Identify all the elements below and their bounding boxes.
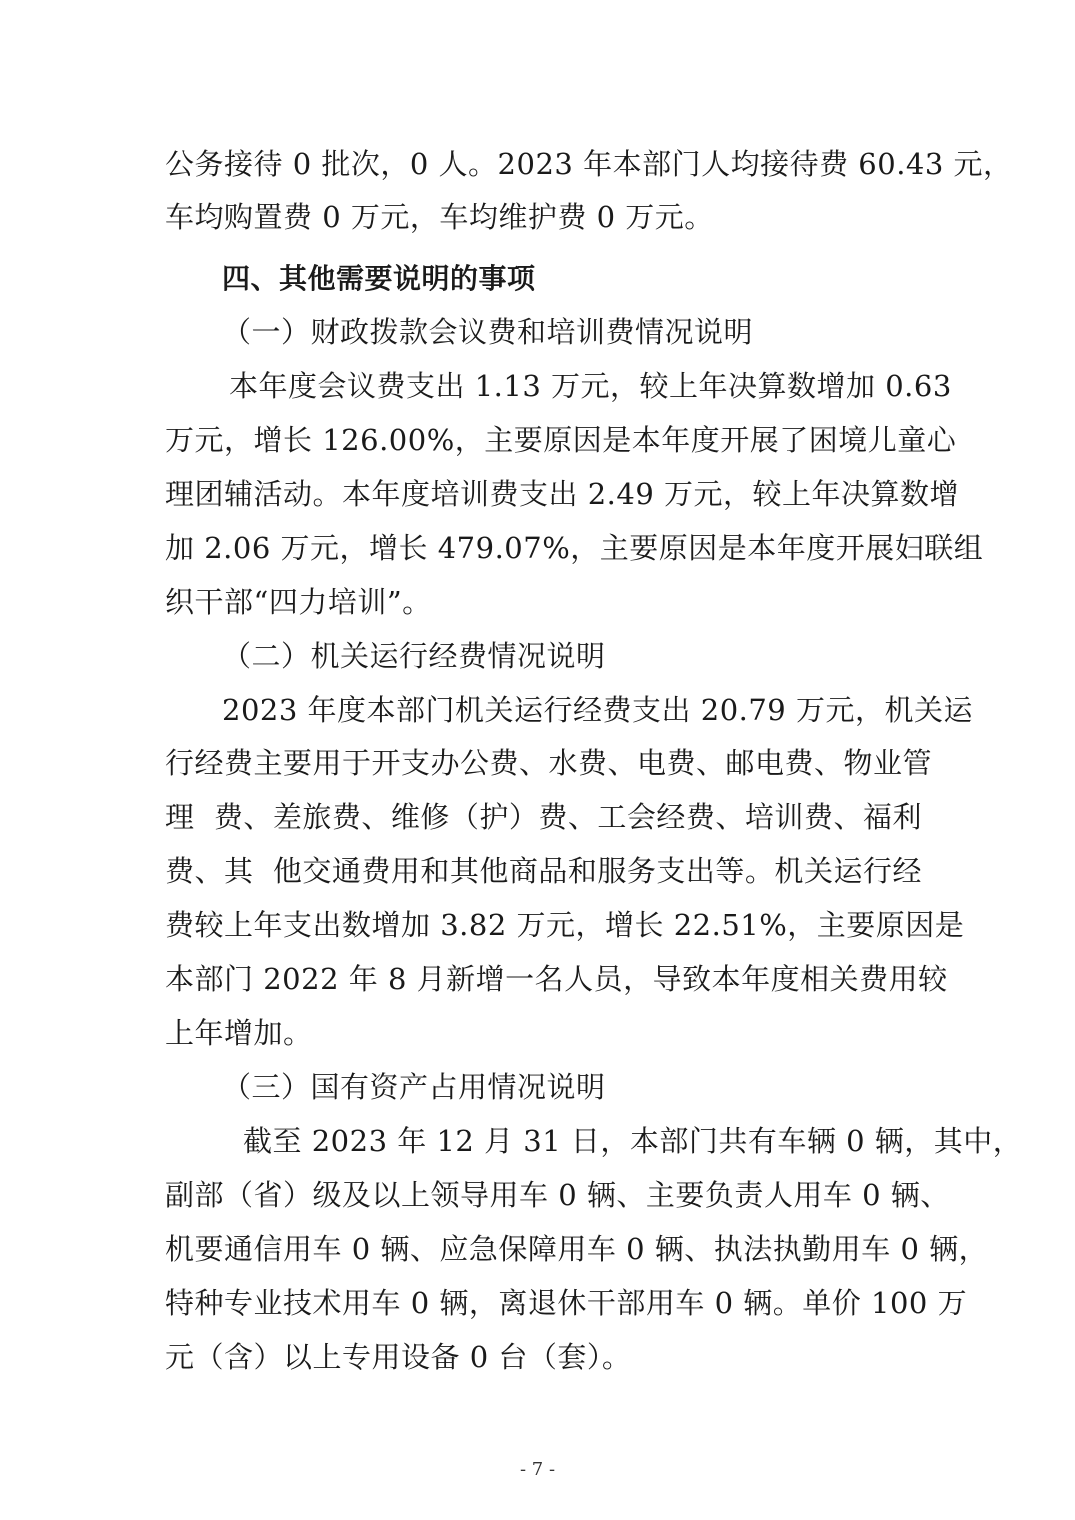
text-line: 本年度会议费支出 1.13 万元，较上年决算数增加 0.63 <box>229 369 952 403</box>
page-number: - 7 - <box>519 1459 556 1480</box>
text-line: 公务接待 0 批次，0 人。2023 年本部门人均接待费 60.43 元， <box>165 147 1013 181</box>
text-line: 元（含）以上专用设备 0 台（套）。 <box>165 1340 632 1374</box>
text-line: 车均购置费 0 万元，车均维护费 0 万元。 <box>165 200 714 234</box>
subsection-heading: （一）财政拨款会议费和培训费情况说明 <box>222 315 754 349</box>
subsection-heading: （三）国有资产占用情况说明 <box>222 1070 606 1104</box>
text-line: 万元，增长 126.00%，主要原因是本年度开展了困境儿童心 <box>165 423 957 457</box>
text-line: 织干部“四力培训”。 <box>165 585 432 619</box>
text-line: 费、其 他交通费用和其他商品和服务支出等。机关运行经 <box>165 854 922 888</box>
text-line: 理团辅活动。本年度培训费支出 2.49 万元，较上年决算数增 <box>165 477 960 511</box>
section-heading: 四、其他需要说明的事项 <box>222 262 536 295</box>
subsection-heading: （二）机关运行经费情况说明 <box>222 639 606 673</box>
text-line: 理 费、差旅费、维修（护）费、工会经费、培训费、福利 <box>165 800 922 834</box>
text-line: 加 2.06 万元，增长 479.07%，主要原因是本年度开展妇联组 <box>165 531 984 565</box>
text-line: 上年增加。 <box>165 1016 313 1050</box>
text-line: 2023 年度本部门机关运行经费支出 20.79 万元，机关运 <box>222 693 973 727</box>
text-line: 本部门 2022 年 8 月新增一名人员，导致本年度相关费用较 <box>165 962 948 996</box>
text-line: 截至 2023 年 12 月 31 日，本部门共有车辆 0 辆，其中， <box>243 1124 1023 1158</box>
text-line: 机要通信用车 0 辆、应急保障用车 0 辆、执法执勤用车 0 辆， <box>165 1232 989 1266</box>
text-line: 行经费主要用于开支办公费、水费、电费、邮电费、物业管 <box>165 746 933 780</box>
text-line: 副部（省）级及以上领导用车 0 辆、主要负责人用车 0 辆、 <box>165 1178 950 1212</box>
text-line: 费较上年支出数增加 3.82 万元，增长 22.51%，主要原因是 <box>165 908 965 942</box>
text-line: 特种专业技术用车 0 辆，离退休干部用车 0 辆。单价 100 万 <box>165 1286 968 1320</box>
